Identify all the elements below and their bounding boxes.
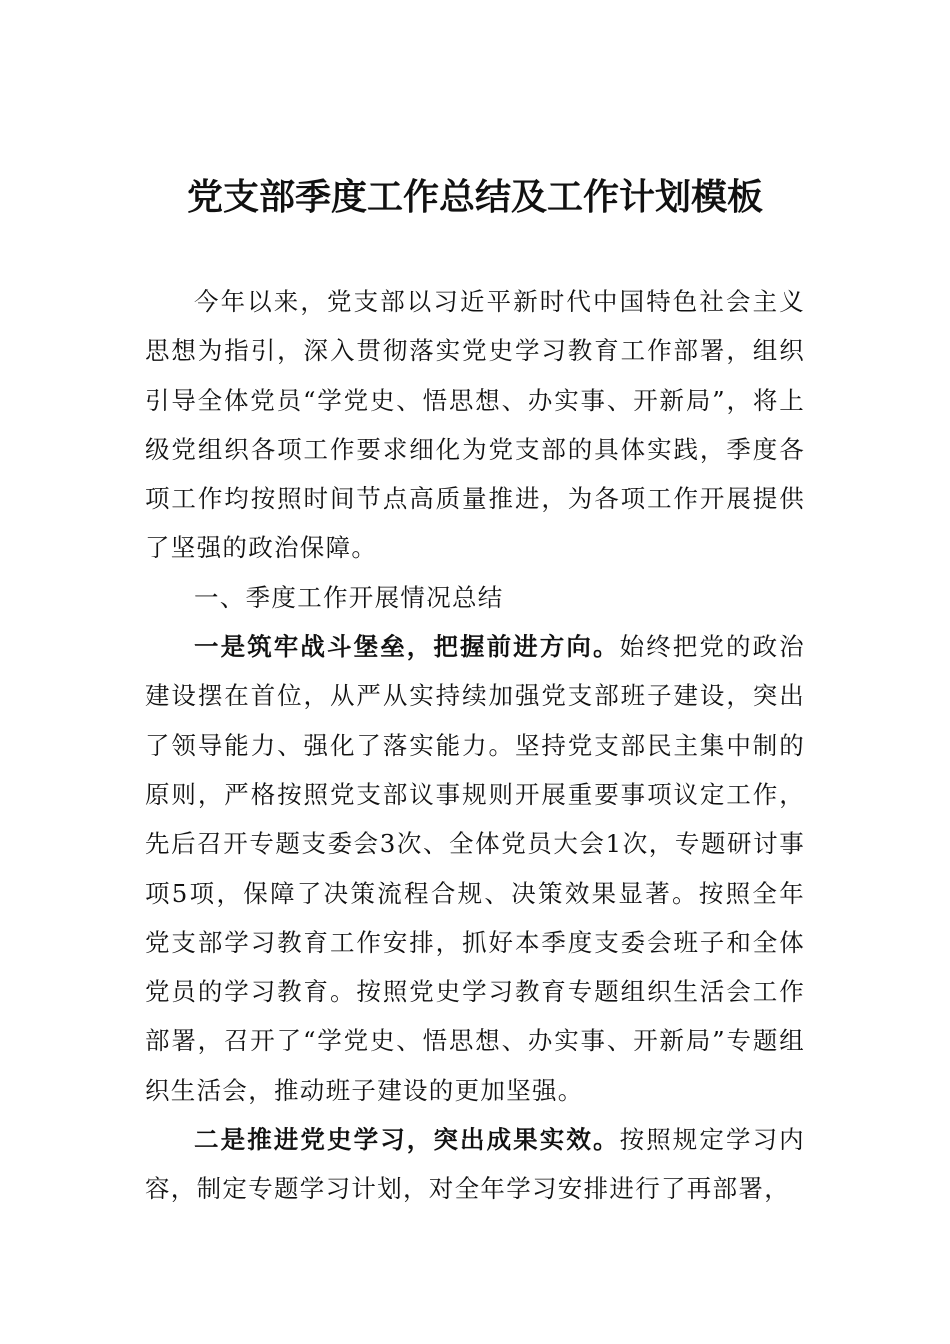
paragraph-text: 按照规定学习内容，制定专题学习计划，对全年学习安排进行了再部署， bbox=[145, 1125, 805, 1204]
document-body bbox=[145, 277, 805, 1214]
paragraph-text: 今年以来，党支部以习近平新时代中国特色社会主义思想为指引，深入贯彻落实党史学习教育工作部署，组织引导全体党员“学党史、悟思想、办实事、开新局”，将上级党组织各项工作要求细化为党支部的具体实践，季度各项工作均按照时间节点高质量推进，为各项工作开展提供了坚强的政治保障。 bbox=[145, 287, 805, 563]
paragraph-lead: 二是推进党史学习，突出成果实效。 bbox=[194, 1125, 620, 1155]
paragraph-lead: 一是筑牢战斗堡垒，把握前进方向。 bbox=[194, 632, 620, 662]
paragraph-text: 始终把党的政治建设摆在首位，从严从实持续加强党支部班子建设，突出了领导能力、强化了落实能力。坚持党支部民主集中制的原则，严格按照党支部议事规则开展重要事项议定工作，先后召开专题支委会3次、全体党员大会1次，专题研讨事项5项，保障了决策流程合规、决策效果显著。按照全年党支部学习教育工作安排，抓好本季度支委会班子和全体党员的学习教育。按照党史学习教育专题组织生活会工作部署，召开了“学党史、悟思想、办实事、开新局”专题组织生活会，推动班子建设的更加坚强。 bbox=[145, 632, 805, 1105]
section-heading bbox=[145, 573, 805, 622]
paragraph-text: 一、季度工作开展情况总结 bbox=[194, 582, 504, 612]
point-one-paragraph bbox=[145, 622, 805, 1115]
intro-paragraph bbox=[145, 277, 805, 573]
point-two-paragraph bbox=[145, 1115, 805, 1214]
document-title: 党支部季度工作总结及工作计划模板 bbox=[186, 176, 763, 218]
